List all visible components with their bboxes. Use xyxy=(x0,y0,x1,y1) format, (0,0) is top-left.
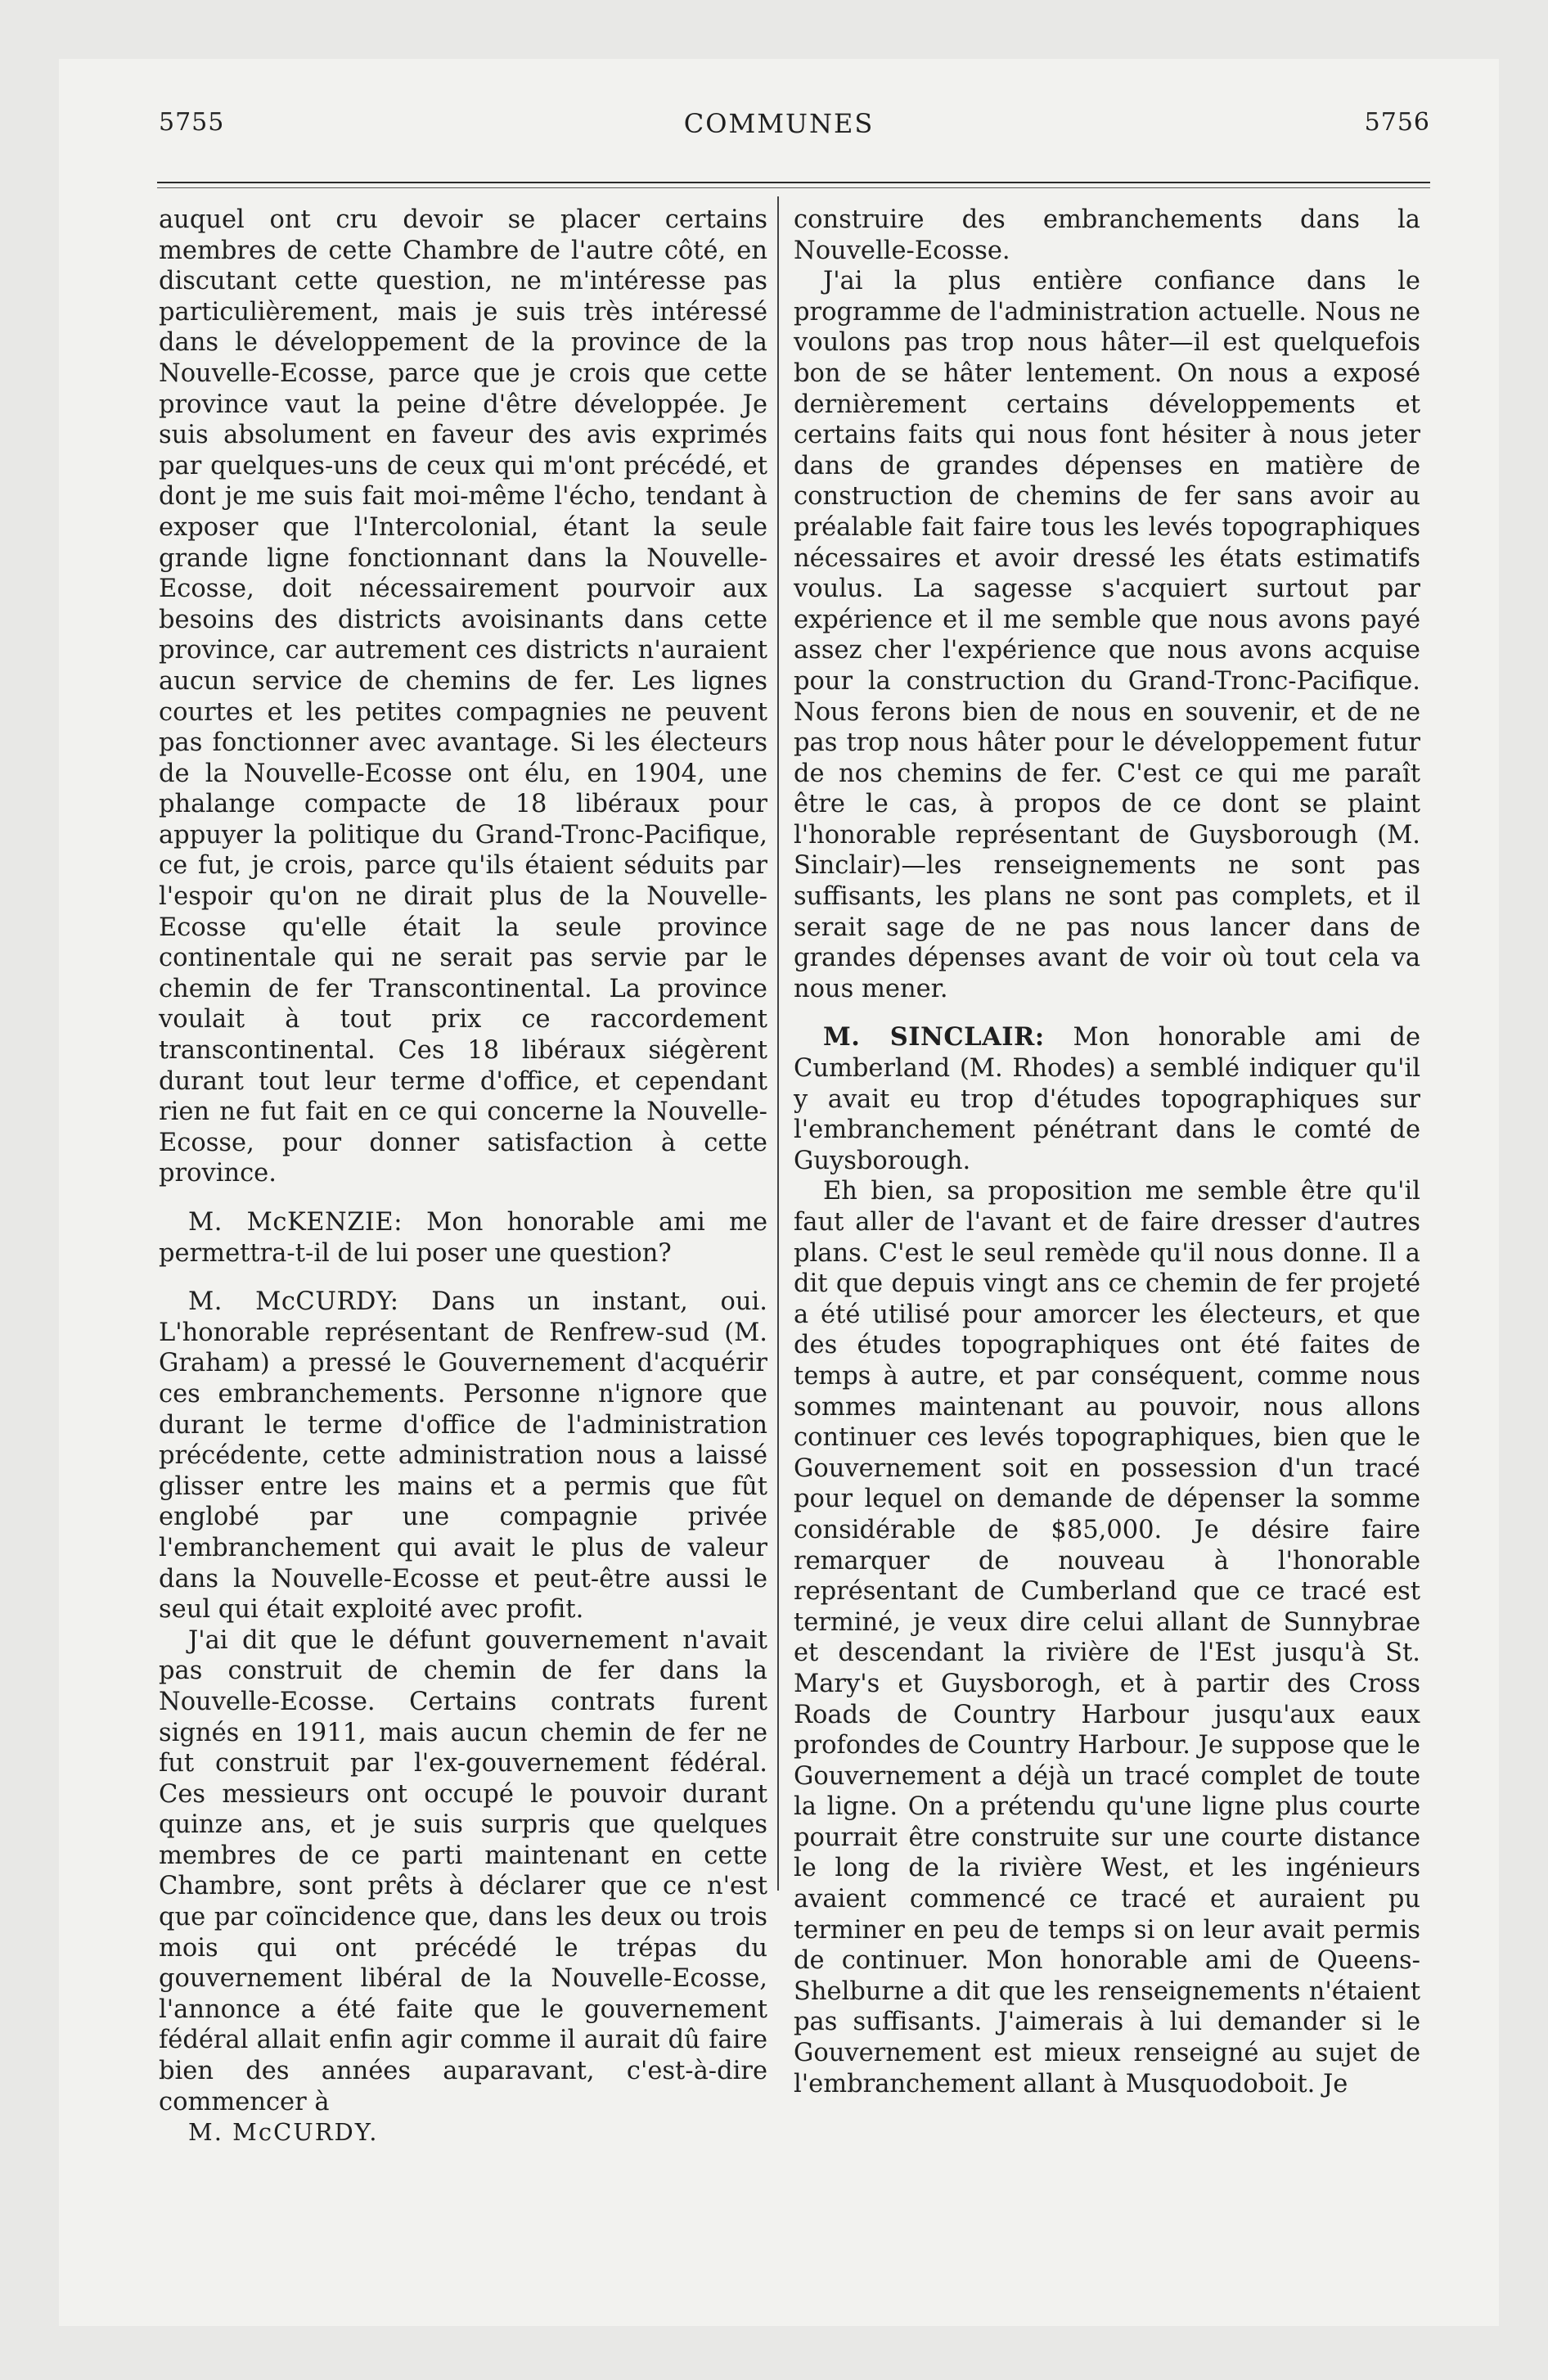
speaker-name: M. McCURDY: xyxy=(188,1287,399,1317)
running-head: COMMUNES xyxy=(683,108,875,139)
right-column xyxy=(794,205,1420,2099)
header-rule xyxy=(157,182,1430,183)
paragraph: J'ai dit que le défunt gouvernement n'avait pas construit de chemin de fer dans la Nouvelle-Ecosse. Certains contrats furent signés en 1911, mais aucun chemin de fer ne fut construit par l'ex-gouvernement fédéral. Ces messieurs ont occupé le pouvoir durant quinze ans, et je suis surpris que quelques membres de ce parti maintenant en cette Chambre, sont prêts à déclarer que ce n'est que par coïncidence que, dans les deux ou trois mois qui ont précédé le trépas du gouvernement libéral de la Nouvelle-Ecosse, l'annonce a été faite que le gouvernement fédéral allait enfin agir comme il aurait dû faire bien des années auparavant, c'est-à-dire commencer à xyxy=(159,1625,767,2116)
page-number-left: 5755 xyxy=(159,108,225,137)
paragraph: Eh bien, sa proposition me semble être qu'il faut aller de l'avant et de faire dresser d'autres plans. C'est le seul remède qu'il nous donne. Il a dit que depuis vingt ans ce chemin de fer projeté a été utilisé pour amorcer les électeurs, et que des études topographiques ont été faites de temps à autre, et par conséquent, comme nous sommes maintenant au pouvoir, nous allons continuer ces levés topographiques, bien que le Gouvernement soit en possession d'un tracé pour lequel on demande de dépenser la somme considérable de $85,000. Je désire faire remarquer de nouveau à l'honorable représentant de Cumberland que ce tracé est terminé, je veux dire celui allant de Sunnybrae et descendant la rivière de l'Est jusqu'à St. Mary's et Guysborogh, et à partir des Cross Roads de Country Harbour jusqu'aux eaux profondes de Country Harbour. Je suppose que le Gouvernement a déjà un tracé complet de toute la ligne. On a prétendu qu'une ligne plus courte pourrait être construite sur une courte distance le long de la rivière West, et les ingénieurs avaient commencé ce tracé et auraient pu terminer en peu de temps si on leur avait permis de continuer. Mon honorable ami de Queens-Shelburne a dit que les renseignements n'étaient pas suffisants. J'aimerais à lui demander si le Gouvernement est mieux renseigné au sujet de l'embranchement allant à Musquodoboit. Je xyxy=(794,1177,1420,2098)
speech-sinclair xyxy=(794,1022,1420,1176)
header-rule-secondary xyxy=(157,187,1430,188)
paragraph: construire des embranchements dans la Nouvelle-Ecosse. xyxy=(794,205,1420,265)
column-divider xyxy=(777,196,779,1891)
paragraph: J'ai la plus entière confiance dans le programme de l'administration actuelle. Nous ne voulons pas trop nous hâter—il est quelquefois bon de se hâter lentement. On nous a exposé dernièrement certains développements et certains faits qui nous font hésiter à nous jeter dans de grandes dépenses en matière de construction de chemins de fer sans avoir au préalable fait faire tous les levés topographiques nécessaires et avoir dressé les états estimatifs voulus. La sagesse s'acquiert surtout par expérience et il me semble que nous avons payé assez cher l'expérience que nous avons acquise pour la construction du Grand-Tronc-Pacifique. Nous ferons bien de nous en souvenir, et de ne pas trop nous hâter pour le développement futur de nos chemins de fer. C'est ce qui me paraît être le cas, à propos de ce dont se plaint l'honorable représentant de Guysborough (M. Sinclair)—les renseignements ne sont pas suffisants, les plans ne sont pas complets, et il serait sage de ne pas nous lancer dans de grandes dépenses avant de voir où tout cela va nous mener. xyxy=(794,267,1420,1003)
paragraph: auquel ont cru devoir se placer certains membres de cette Chambre de l'autre côté, en discutant cette question, ne m'intéresse pas particulièrement, mais je suis très intéressé dans le développement de la province de la Nouvelle-Ecosse, parce que je crois que cette province vaut la peine d'être développée. Je suis absolument en faveur des avis exprimés par quelques-uns de ceux qui m'ont précédé, et dont je me suis fait moi-même l'écho, tendant à exposer que l'Intercolonial, étant la seule grande ligne fonctionnant dans la Nouvelle-Ecosse, doit nécessairement pourvoir aux besoins des districts avoisinants dans cette province, car autrement ces districts n'auraient aucun service de chemins de fer. Les lignes courtes et les petites compagnies ne peuvent pas fonctionner avec avantage. Si les électeurs de la Nouvelle-Ecosse ont élu, en 1904, une phalange compacte de 18 libéraux pour appuyer la politique du Grand-Tronc-Pacifique, ce fut, je crois, parce qu'ils étaient séduits par l'espoir qu'on ne dirait plus de la Nouvelle-Ecosse qu'elle était la seule province continentale qui ne serait pas servie par le chemin de fer Transcontinental. La province voulait à tout prix ce raccordement transcontinental. Ces 18 libéraux siégèrent durant tout leur terme d'office, et cependant rien ne fut fait en ce qui concerne la Nouvelle-Ecosse, pour donner satisfaction à cette province. xyxy=(159,205,767,1188)
page-number-right: 5756 xyxy=(1364,108,1430,137)
speech-text: Mon honorable ami me permettra-t-il de lui poser une question? xyxy=(159,1208,767,1268)
speech-mckenzie xyxy=(159,1207,767,1269)
speaker-name: M. McKENZIE: xyxy=(188,1208,403,1237)
page-header xyxy=(59,108,1499,157)
left-column xyxy=(159,205,767,2148)
speech-text: Mon honorable ami de Cumberland (M. Rhodes) a semblé indiquer qu'il y avait eu trop d'études topographiques sur l'embranchement pénétrant dans le comté de Guysborough. xyxy=(794,1023,1420,1175)
speech-text: Dans un instant, oui. L'honorable représentant de Renfrew-sud (M. Graham) a pressé le Gouvernement d'acquérir ces embranchements. Personne n'ignore que durant le terme d'office de l'administration précédente, cette administration nous a laissé glisser entre les mains et a permis que fût englobé par une compagnie privée l'embranchement qui avait le plus de valeur dans la Nouvelle-Ecosse et peut-être aussi le seul qui était exploité avec profit. xyxy=(159,1287,767,1625)
column-footer-speaker: M. McCURDY. xyxy=(188,2118,379,2147)
scanned-page xyxy=(59,59,1499,2326)
speaker-name: M. SINCLAIR: xyxy=(823,1022,1045,1053)
speech-mccurdy xyxy=(159,1287,767,1625)
